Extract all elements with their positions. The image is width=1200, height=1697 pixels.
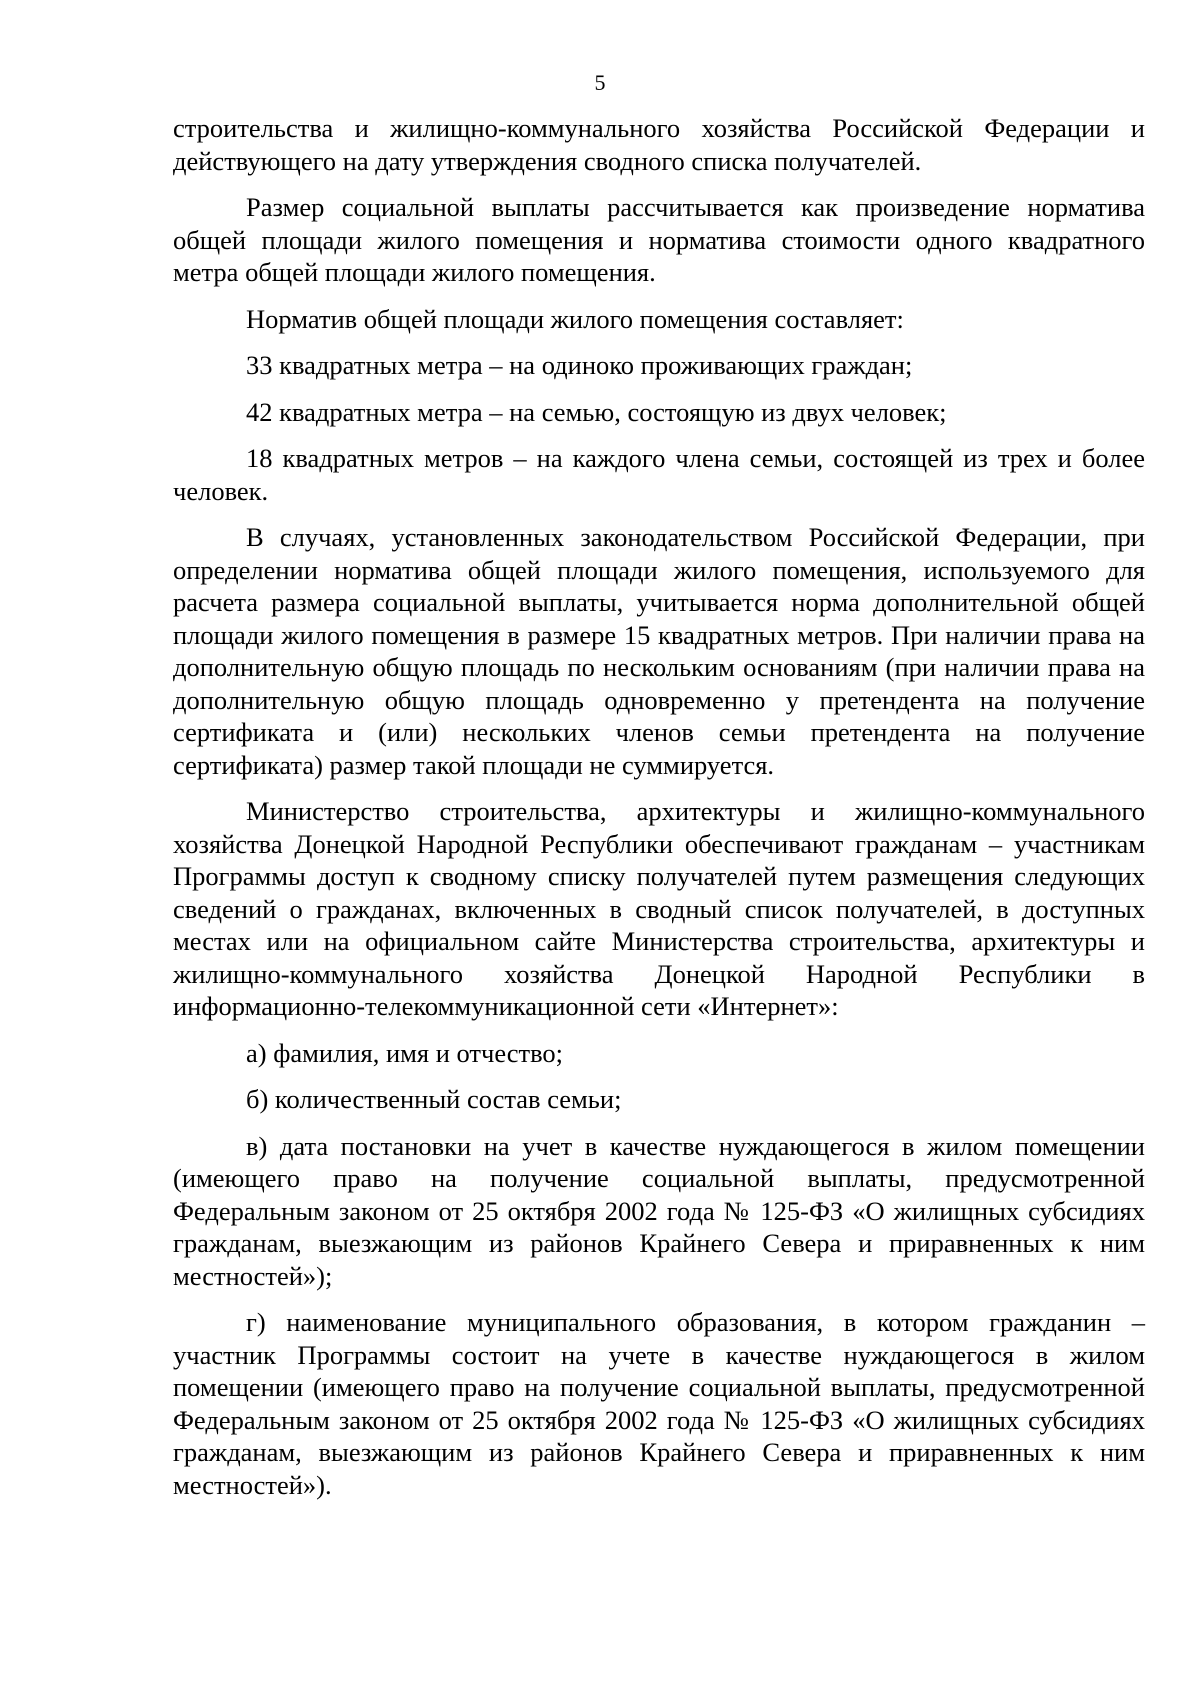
paragraph-social-payment-size: Размер социальной выплаты рассчитывается как произведение норматива общей площади жилого помещения и норматива стоимости одного квадратного метра общей площади жилого помещения.: [173, 192, 1145, 287]
list-item-three-plus-family: 18 квадратных метров – на каждого члена семьи, состоящей из трех и более человек.: [173, 443, 1145, 506]
paragraph-continuation: строительства и жилищно-коммунального хозяйства Российской Федерации и действующего на дату утверждения сводного списка получателей.: [173, 113, 1145, 176]
paragraph-ministry-access: Министерство строительства, архитектуры и жилищно-коммунального хозяйства Донецкой Народной Республики обеспечивают гражданам – участникам Программы доступ к сводному списку получателей путем размещения следующих сведений о гражданах, включенных в сводный список получателей, в доступных местах или на официальном сайте Министерства строительства, архитектуры и жилищно-коммунального хозяйства Донецкой Народной Республики в информационно-телекоммуникационной сети «Интернет»:: [173, 796, 1145, 1021]
list-item-single-citizens: 33 квадратных метра – на одиноко проживающих граждан;: [246, 350, 913, 380]
document-body: [173, 112, 1145, 1515]
list-item-full-name: а) фамилия, имя и отчество;: [246, 1037, 564, 1068]
list-item-two-person-family: 42 квадратных метра – на семью, состоящую из двух человек;: [246, 396, 947, 427]
paragraph-additional-area: В случаях, установленных законодательством Российской Федерации, при определении норматива общей площади жилого помещения, используемого для расчета размера социальной выплаты, учитывается норма дополнительной общей площади жилого помещения в размере 15 квадратных метров. При наличии права на дополнительную общую площадь по нескольким основаниям (при наличии права на дополнительную общую площадь одновременно у претендента на получение сертификата и (или) нескольких членов семьи претендента на получение сертификата) размер такой площади не суммируется.: [173, 522, 1145, 780]
paragraph-area-norm-intro: Норматив общей площади жилого помещения составляет:: [246, 303, 904, 334]
list-item-municipality: г) наименование муниципального образования, в котором гражданин – участник Программы состоит на учете в качестве нуждающегося в жилом помещении (имеющего право на получение социальной выплаты, предусмотренной Федеральным законом от 25 октября 2002 года № 125-ФЗ «О жилищных субсидиях гражданам, выезжающим из районов Крайнего Севера и приравненных к ним местностей»).: [173, 1307, 1145, 1500]
list-item-family-size: б) количественный состав семьи;: [246, 1084, 622, 1114]
page-number: 5: [594, 70, 606, 95]
list-item-registration-date: в) дата постановки на учет в качестве нуждающегося в жилом помещении (имеющего право на получение социальной выплаты, предусмотренной Федеральным законом от 25 октября 2002 года № 125-ФЗ «О жилищных субсидиях гражданам, выезжающим из районов Крайнего Севера и приравненных к ним местностей»);: [173, 1130, 1145, 1291]
